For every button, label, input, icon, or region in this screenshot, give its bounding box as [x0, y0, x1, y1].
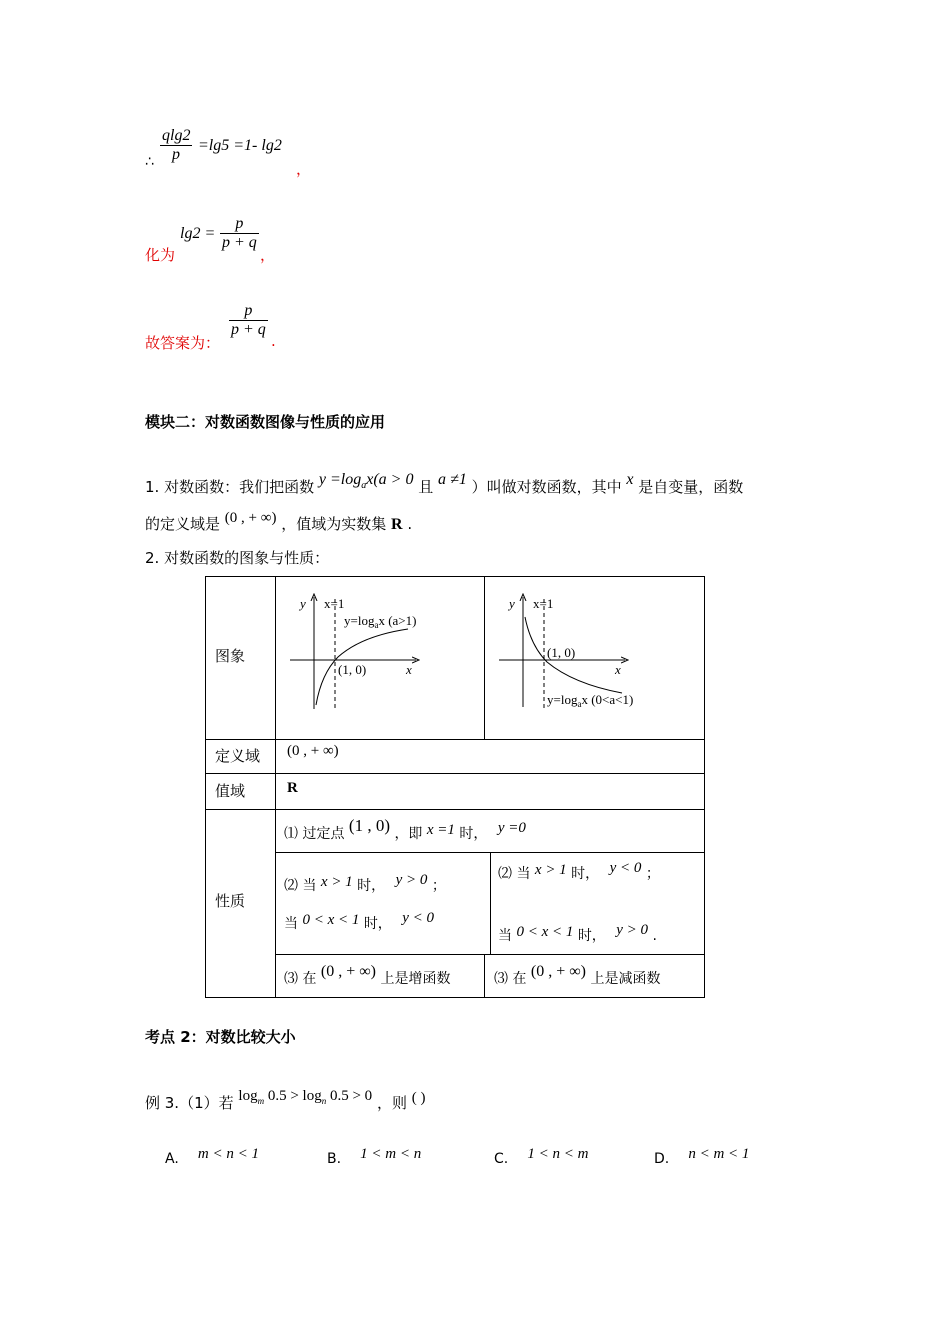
step1-fraction — [160, 127, 192, 164]
prop2-right-res2: y > 0 — [616, 922, 649, 938]
prop2-right-semi: ； — [645, 866, 660, 882]
curve-label-a: y=log — [344, 613, 375, 628]
curve-label-a: y=log — [547, 692, 578, 707]
prop2-left-cond2: 0 < x < 1 — [302, 912, 360, 928]
y-axis-label: y — [509, 596, 515, 611]
prop2-right-b: 当 — [498, 928, 512, 944]
def1-formula — [318, 471, 414, 492]
x-axis-label: x — [406, 662, 412, 677]
prop2-right-cond2: 0 < x < 1 — [516, 924, 574, 940]
prop2-right-a: ⑵ 当 — [498, 866, 531, 882]
prop1-cond: x =1 — [426, 822, 455, 838]
option-d-letter: D. — [654, 1151, 670, 1167]
def1-and: 且 — [418, 478, 434, 496]
def1-line1 — [145, 471, 744, 499]
prop3-right-prefix: ⑶ 在 — [494, 971, 527, 987]
row-label-domain: 定义域 — [215, 747, 261, 765]
step2-frac-den: p + q — [222, 234, 257, 251]
prop2-left-b: 当 — [284, 916, 298, 932]
graph-increasing — [276, 577, 484, 739]
prop1-when: 时， — [459, 826, 488, 842]
example3-sub2: n — [321, 1096, 327, 1106]
prop2-right-res: y < 0 — [609, 860, 642, 876]
cell-prop2-left — [275, 852, 491, 955]
prop2-right-cond: x > 1 — [534, 862, 567, 878]
def1-prefix: 1. 对数函数：我们把函数 — [145, 478, 315, 496]
curve-label-b: x (a>1) — [378, 613, 417, 628]
prop1-prefix: ⑴ 过定点 — [284, 826, 345, 842]
point-label: (1, 0) — [338, 662, 367, 677]
prop3-left-line — [284, 963, 451, 988]
def1-line2-end: . — [407, 515, 413, 533]
def1-line2-prefix: 的定义域是 — [145, 515, 221, 533]
option-a[interactable] — [165, 1148, 259, 1168]
row-label-props: 性质 — [215, 892, 246, 910]
prop2-left-a: ⑵ 当 — [284, 878, 317, 894]
def1-range: R — [391, 516, 403, 533]
option-b[interactable] — [327, 1148, 421, 1168]
step2-comma: ， — [260, 246, 276, 264]
option-c-text: 1 < n < m — [527, 1146, 589, 1162]
step1-rhs: =lg5 =1- lg2 — [198, 137, 282, 154]
step3-frac-num: p — [244, 302, 253, 319]
step3-fraction — [229, 302, 268, 339]
prop2-left-res: y > 0 — [395, 872, 428, 888]
curve-label — [547, 692, 633, 709]
prop2-right-line2 — [498, 922, 657, 945]
example3-sub1: m — [257, 1096, 265, 1106]
prop2-right-when2: 时， — [577, 928, 606, 944]
def2-line: 2. 对数函数的图象与性质： — [145, 549, 330, 567]
prop2-left-semi: ； — [431, 878, 446, 894]
y-axis-label: y — [300, 596, 306, 611]
prop1-line — [284, 816, 526, 843]
prop3-left-suffix: 上是增函数 — [380, 971, 451, 987]
example3-prefix: 例 3.（1）若 — [145, 1094, 234, 1112]
prop2-left-res2: y < 0 — [402, 910, 435, 926]
cell-domain-value — [275, 739, 705, 774]
prop2-left-cond: x > 1 — [320, 874, 353, 890]
def1-suffix: ）叫做对数函数，其中 — [471, 478, 622, 496]
def1-line2 — [145, 510, 413, 534]
prop2-left-when: 时， — [357, 878, 386, 894]
option-a-letter: A. — [165, 1151, 179, 1167]
asymptote-label: x=1 — [533, 596, 554, 611]
curve-label-sub: a — [374, 620, 379, 630]
module2-title: 模块二：对数函数图像与性质的应用 — [145, 413, 386, 431]
def1-formula-b: x(a > 0 — [366, 471, 414, 488]
prop3-right-line — [494, 963, 661, 988]
option-c-letter: C. — [494, 1151, 509, 1167]
example3-expr-a: log — [238, 1088, 258, 1104]
prop2-right-end: . — [652, 928, 657, 944]
def1-var: x — [626, 471, 634, 488]
example3-mid: ，则 — [376, 1094, 407, 1112]
prop1-mid: ，即 — [394, 826, 423, 842]
domain-value: (0 , + ∞) — [287, 743, 339, 759]
step2-lhs: lg2 = — [180, 225, 216, 242]
graph-decreasing — [485, 577, 704, 739]
x-axis-label: x — [615, 662, 621, 677]
def1-sub: a — [361, 480, 367, 492]
def1-domain: (0 , + ∞) — [224, 510, 277, 526]
step3-frac-den: p + q — [231, 321, 266, 338]
point-label: (1, 0) — [547, 645, 576, 660]
curve-label — [344, 613, 416, 630]
prop2-left-line1 — [284, 872, 446, 895]
def1-formula-a: y =log — [318, 471, 362, 488]
step2-label: 化为 — [145, 246, 176, 264]
prop2-right-when: 时， — [571, 866, 600, 882]
curve-label-sub: a — [577, 699, 582, 709]
row-label-range: 值域 — [215, 782, 246, 800]
prop1-point: (1 , 0) — [348, 816, 390, 835]
option-c[interactable] — [494, 1148, 588, 1168]
example3-expr-c: 0.5 > 0 — [326, 1088, 373, 1104]
prop3-right-interval: (0 , + ∞) — [530, 963, 586, 980]
prop2-left-line2 — [284, 910, 435, 933]
def1-suffix2: 是自变量，函数 — [638, 478, 744, 496]
step2-fraction — [220, 215, 259, 252]
prop2-right-line1 — [498, 860, 660, 883]
prop3-left-prefix: ⑶ 在 — [284, 971, 317, 987]
option-d-text: n < m < 1 — [688, 1146, 750, 1162]
example3-paren: ( ) — [411, 1090, 426, 1106]
asymptote-label: x=1 — [324, 596, 345, 611]
therefore-symbol: ∴ — [145, 154, 154, 170]
row-label-image: 图象 — [215, 647, 246, 665]
step1-comma: ， — [296, 160, 312, 178]
example3-line — [145, 1088, 426, 1114]
kaodian2-title: 考点 2：对数比较大小 — [145, 1028, 296, 1046]
option-a-text: m < n < 1 — [197, 1146, 259, 1162]
example3-expr — [238, 1088, 372, 1104]
step2-frac-num: p — [235, 215, 244, 232]
step3-period: . — [271, 332, 276, 350]
def1-line2-mid: ，值域为实数集 — [281, 515, 387, 533]
step1-frac-den: p — [172, 146, 180, 163]
option-d[interactable] — [654, 1148, 749, 1168]
example3-expr-b: 0.5 > log — [264, 1088, 322, 1104]
cell-range-value — [275, 773, 705, 810]
prop2-left-when2: 时， — [363, 916, 392, 932]
prop1-res: y =0 — [497, 820, 526, 836]
prop3-right-suffix: 上是减函数 — [590, 971, 661, 987]
option-b-text: 1 < m < n — [360, 1146, 422, 1162]
option-b-letter: B. — [327, 1151, 342, 1167]
step3-label: 故答案为： — [145, 334, 221, 352]
prop3-left-interval: (0 , + ∞) — [320, 963, 376, 980]
def1-formula3: a ≠1 — [438, 471, 467, 488]
range-value: R — [287, 780, 298, 796]
curve-label-b: x (0<a<1) — [581, 692, 634, 707]
step1-frac-num: qlg2 — [162, 127, 191, 144]
